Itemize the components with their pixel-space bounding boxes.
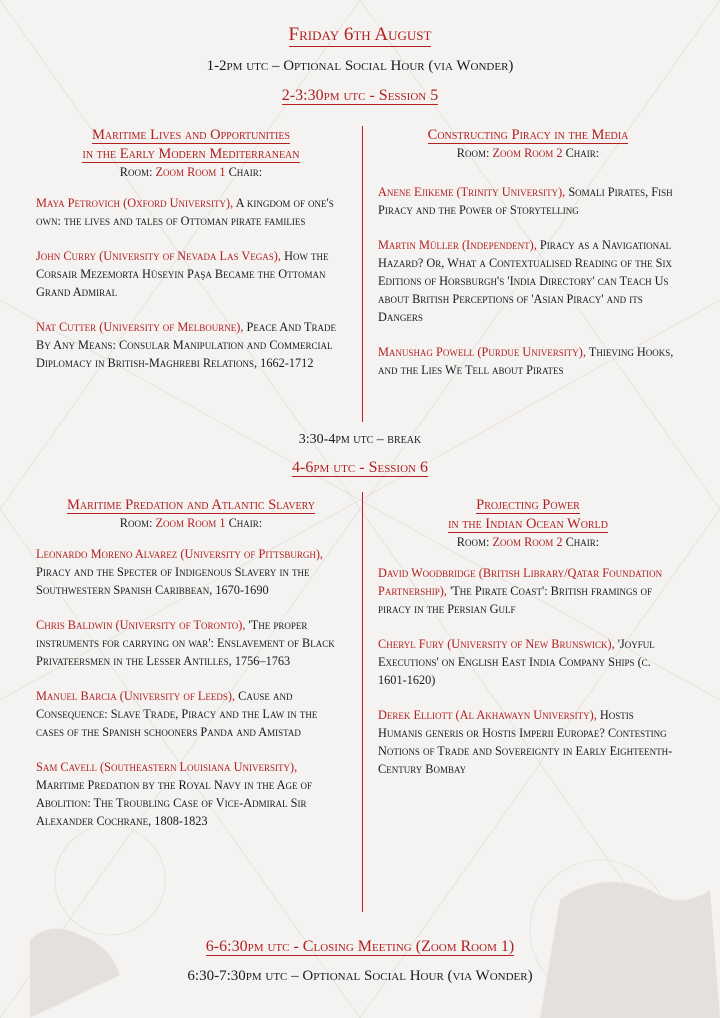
day-title: Friday 6th August	[288, 24, 432, 45]
panel-title: Constructing Piracy in the Media	[427, 127, 629, 143]
session6-heading: 4-6pm utc - Session 6	[292, 459, 428, 476]
room-name: Zoom Room 2	[492, 535, 563, 549]
room-info: Room: Zoom Room 2 Chair:	[456, 146, 600, 160]
paper-entry: Sam Cavell (Southeastern Louisiana University), Maritime Predation by the Royal Navy in the Age of Abolition: The Troubling Case of Vice-Admiral Sir Alexander Cochrane, 1808-1823	[36, 760, 313, 828]
room-info: Room: Zoom Room 1 Chair:	[119, 165, 263, 179]
session6-right-panel	[378, 496, 678, 795]
social-hour-morning: 1-2pm utc – Optional Social Hour (via Wonder)	[206, 58, 514, 74]
session5-left-panel	[36, 126, 346, 389]
break-line: 3:30-4pm utc – break	[298, 432, 422, 447]
paper-entry: Manushag Powell (Purdue University), Thieving Hooks, and the Lies We Tell about Pirates	[378, 345, 674, 377]
paper-entry: Nat Cutter (University of Melbourne), Peace And Trade By Any Means: Consular Manipulation and Commercial Diplomacy in British-Maghrebi Relations, 1662-1712	[36, 320, 337, 370]
panel-title: Projecting Power in the Indian Ocean World	[448, 497, 608, 532]
paper-entry: Manuel Barcia (University of Leeds), Cause and Consequence: Slave Trade, Piracy and the Law in the cases of the Spanish schooners Panda and Amistad	[36, 689, 318, 739]
closing-meeting: 6-6:30pm utc - Closing Meeting (Zoom Room 1)	[205, 938, 515, 955]
room-name: Zoom Room 1	[155, 516, 226, 530]
social-hour-evening: 6:30-7:30pm utc – Optional Social Hour (via Wonder)	[187, 968, 533, 984]
paper-entry: Martin Müller (Independent), Piracy as a Navigational Hazard? Or, What a Contextualised Reading of the Six Editions of Horsburgh's 'India Directory' can Teach Us about British Perceptions of 'Asian Piracy' and its Dangers	[378, 238, 672, 324]
paper-entry: Chris Baldwin (University of Toronto), 'The proper instruments for carrying on war': Enslavement of Black Privateersmen in the Lesser Antilles, 1756–1763	[36, 618, 335, 668]
paper-entry: John Curry (University of Nevada Las Vegas), How the Corsair Mezemorta Hüseyin Paşa Became the Ottoman Grand Admiral	[36, 249, 329, 299]
room-info: Room: Zoom Room 1 Chair:	[119, 516, 263, 530]
session6-divider	[362, 492, 363, 912]
session5-divider	[362, 126, 363, 422]
paper-entry: Leonardo Moreno Alvarez (University of Pittsburgh), Piracy and the Specter of Indigenous Slavery in the Southwestern Spanish Caribbean, 1670-1690	[36, 547, 324, 597]
room-name: Zoom Room 1	[155, 165, 226, 179]
session5-right-panel	[378, 126, 678, 396]
session5-heading: 2-3:30pm utc - Session 5	[281, 87, 439, 104]
paper-entry: Anene Ejikeme (Trinity University), Somali Pirates, Fish Piracy and the Power of Storytelling	[378, 185, 673, 217]
room-info: Room: Zoom Room 2 Chair:	[456, 535, 600, 549]
session6-left-panel	[36, 496, 346, 847]
panel-title: Maritime Lives and Opportunities in the Early Modern Mediterranean	[82, 127, 300, 162]
paper-entry: David Woodbridge (British Library/Qatar Foundation Partnership), 'The Pirate Coast': British framings of piracy in the Persian Gulf	[378, 566, 663, 616]
paper-entry: Cheryl Fury (University of New Brunswick), 'Joyful Executions' on English East India Company Ships (c. 1601-1620)	[378, 637, 655, 687]
paper-entry: Maya Petrovich (Oxford University), A kingdom of one's own: the lives and tales of Ottoman pirate families	[36, 196, 334, 228]
panel-title: Maritime Predation and Atlantic Slavery	[67, 497, 315, 513]
paper-entry: Derek Elliott (Al Akhawayn University), Hostis Humanis generis or Hostis Imperii Europae? Contesting Notions of Trade and Sovereignty in Early Eighteenth-Century Bombay	[378, 708, 673, 776]
room-name: Zoom Room 2	[492, 146, 563, 160]
